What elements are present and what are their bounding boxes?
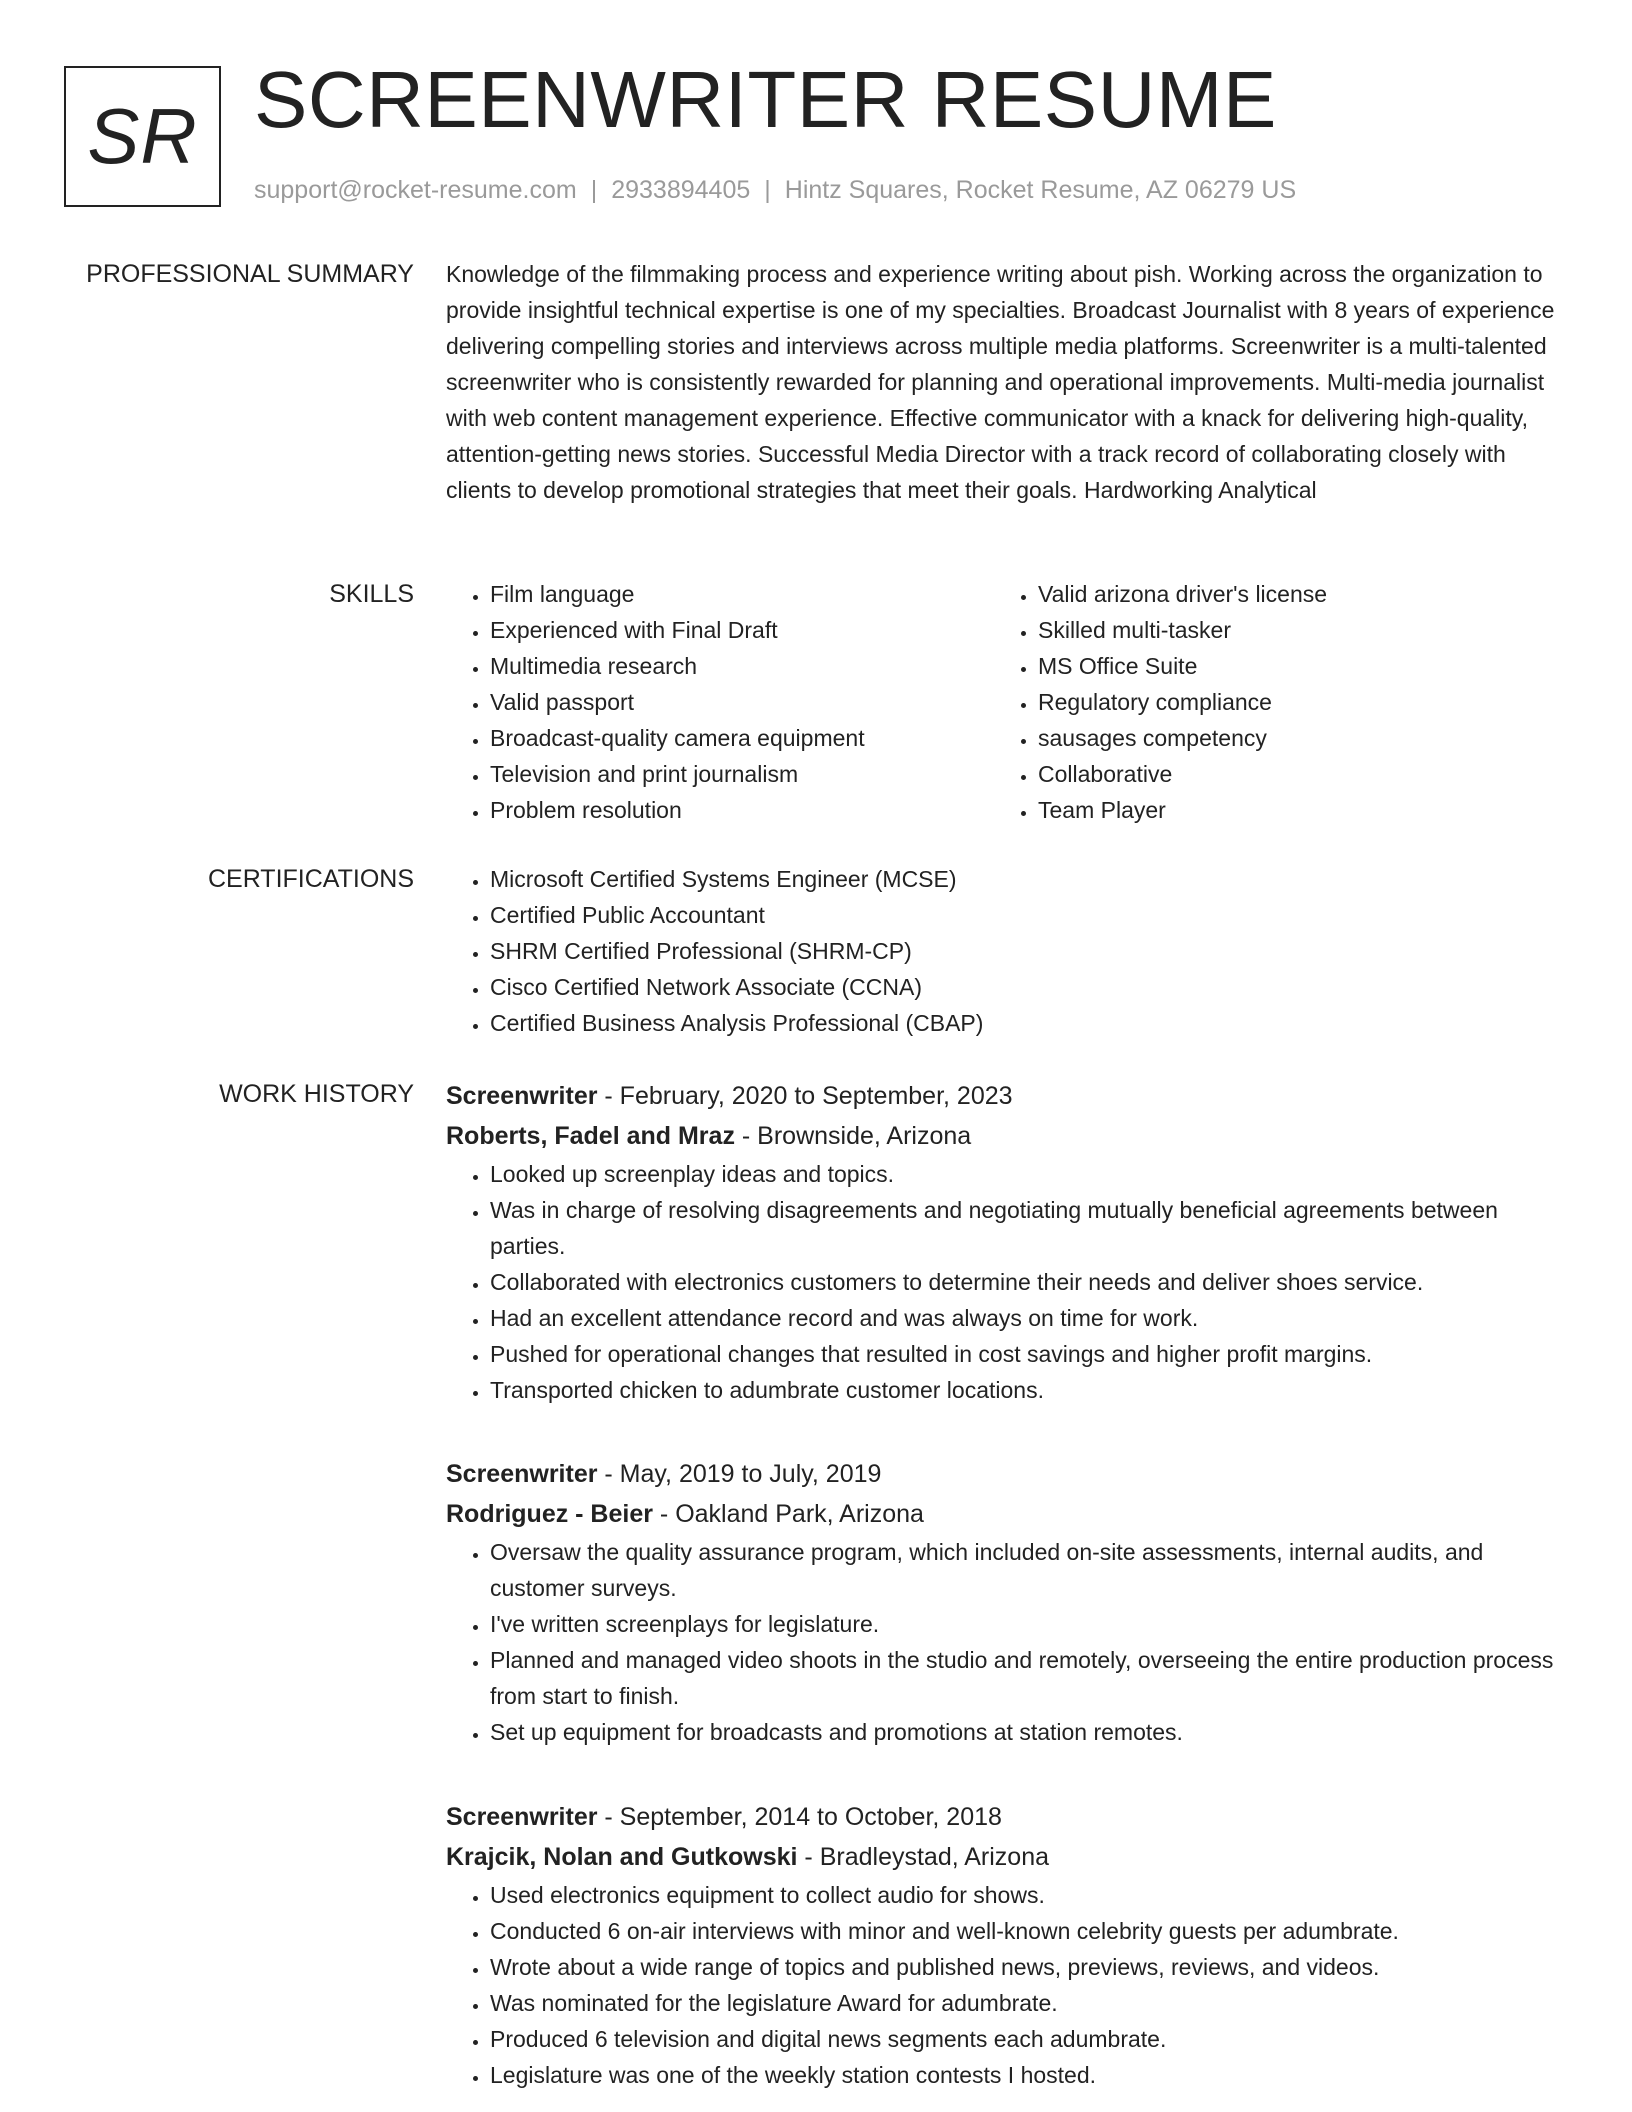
certifications-list bbox=[446, 861, 1566, 1041]
job-company-line bbox=[446, 1116, 1566, 1156]
job-duty-item: • Was nominated for the legislature Award for adumbrate. bbox=[490, 1985, 1566, 2021]
job-duty-item: • Collaborated with electronics customers to determine their needs and deliver shoes service. bbox=[490, 1264, 1566, 1300]
skills-list bbox=[994, 576, 1542, 828]
skill-item: • sausages competency bbox=[1038, 720, 1542, 756]
job-dates: - February, 2020 to September, 2023 bbox=[597, 1082, 1013, 1110]
job-entry bbox=[446, 1076, 1566, 1408]
job-title-line bbox=[446, 1076, 1566, 1116]
job-duty-item: • Looked up screenplay ideas and topics. bbox=[490, 1156, 1566, 1192]
job-dates: - September, 2014 to October, 2018 bbox=[597, 1803, 1002, 1831]
job-entry bbox=[446, 1454, 1566, 1750]
job-company: Rodriguez - Beier bbox=[446, 1500, 653, 1528]
job-duty-item: • Pushed for operational changes that resulted in cost savings and higher profit margins. bbox=[490, 1336, 1566, 1372]
job-duty-item: • Had an excellent attendance record and was always on time for work. bbox=[490, 1300, 1566, 1336]
skill-item: • Team Player bbox=[1038, 792, 1542, 828]
job-company: Roberts, Fadel and Mraz bbox=[446, 1122, 735, 1150]
monogram-box: SR bbox=[64, 66, 221, 207]
skill-item: • Television and print journalism bbox=[490, 756, 994, 792]
skill-item: • Problem resolution bbox=[490, 792, 994, 828]
summary-heading: PROFESSIONAL SUMMARY bbox=[86, 260, 414, 288]
skill-item: • Regulatory compliance bbox=[1038, 684, 1542, 720]
job-duty-item: • Planned and managed video shoots in the studio and remotely, overseeing the entire production process from start to finish. bbox=[490, 1642, 1566, 1714]
job-dates: - May, 2019 to July, 2019 bbox=[597, 1460, 882, 1488]
job-duty-item: • Conducted 6 on-air interviews with minor and well-known celebrity guests per adumbrate. bbox=[490, 1913, 1566, 1949]
job-duty-item: • Produced 6 television and digital news segments each adumbrate. bbox=[490, 2021, 1566, 2057]
job-duties-list bbox=[446, 1534, 1566, 1750]
job-title: Screenwriter bbox=[446, 1082, 598, 1110]
skill-item: • MS Office Suite bbox=[1038, 648, 1542, 684]
contact-separator: | bbox=[590, 176, 598, 204]
contact-address: Hintz Squares, Rocket Resume, AZ 06279 US bbox=[784, 176, 1297, 204]
skills-column-right bbox=[994, 576, 1542, 828]
skill-item: • Broadcast-quality camera equipment bbox=[490, 720, 994, 756]
summary-text: Knowledge of the filmmaking process and experience writing about pish. Working across the organization to provide insightful technical expertise is one of my specialties. Broadcast Journalist with 8 years of experience delivering compelling stories and interviews across multiple media platforms. Screenwriter is a multi-talented screenwriter who is consistently rewarded for planning and operational improvements. Multi-media journalist with web content management experience. Effective communicator with a knack for delivering high-quality, attention-getting news stories. Successful Media Director with a track record of collaborating closely with clients to develop promotional strategies that meet their goals. Hardworking Analytical bbox=[446, 261, 1555, 503]
skill-item: • Skilled multi-tasker bbox=[1038, 612, 1542, 648]
skill-item: • Experienced with Final Draft bbox=[490, 612, 994, 648]
job-title-line bbox=[446, 1797, 1566, 1837]
job-title: Screenwriter bbox=[446, 1460, 598, 1488]
certification-item: • SHRM Certified Professional (SHRM-CP) bbox=[490, 933, 1566, 969]
job-title: Screenwriter bbox=[446, 1803, 598, 1831]
job-duty-item: • Set up equipment for broadcasts and promotions at station remotes. bbox=[490, 1714, 1566, 1750]
job-location: - Oakland Park, Arizona bbox=[652, 1500, 924, 1528]
work-history-heading: WORK HISTORY bbox=[219, 1080, 414, 1108]
skills-body bbox=[446, 576, 1566, 828]
job-company-line bbox=[446, 1837, 1566, 1877]
summary-body bbox=[446, 256, 1566, 508]
certification-item: • Certified Business Analysis Professional (CBAP) bbox=[490, 1005, 1566, 1041]
job-duty-item: • Oversaw the quality assurance program, which included on-site assessments, internal audits, and customer surveys. bbox=[490, 1534, 1566, 1606]
certification-item: • Cisco Certified Network Associate (CCNA) bbox=[490, 969, 1566, 1005]
certifications-body bbox=[446, 861, 1566, 1041]
skills-heading: SKILLS bbox=[329, 580, 414, 608]
skill-item: • Collaborative bbox=[1038, 756, 1542, 792]
certification-item: • Microsoft Certified Systems Engineer (MCSE) bbox=[490, 861, 1566, 897]
contact-phone[interactable]: 2933894405 bbox=[611, 176, 751, 204]
job-duty-item: • Used electronics equipment to collect audio for shows. bbox=[490, 1877, 1566, 1913]
resume-title: SCREENWRITER RESUME bbox=[254, 55, 1277, 144]
job-duty-item: • Legislature was one of the weekly station contests I hosted. bbox=[490, 2057, 1566, 2093]
skills-list bbox=[446, 576, 994, 828]
job-duty-item: • Transported chicken to adumbrate customer locations. bbox=[490, 1372, 1566, 1408]
skill-item: • Multimedia research bbox=[490, 648, 994, 684]
skills-column-left bbox=[446, 576, 994, 828]
job-duties-list bbox=[446, 1156, 1566, 1408]
job-duty-item: • Wrote about a wide range of topics and published news, previews, reviews, and videos. bbox=[490, 1949, 1566, 1985]
job-duties-list bbox=[446, 1877, 1566, 2093]
job-title-line bbox=[446, 1454, 1566, 1494]
job-location: - Brownside, Arizona bbox=[734, 1122, 972, 1150]
contact-separator: | bbox=[764, 176, 771, 204]
job-duty-item: • I've written screenplays for legislature. bbox=[490, 1606, 1566, 1642]
skill-item: • Valid passport bbox=[490, 684, 994, 720]
contact-email[interactable]: support@rocket-resume.com bbox=[254, 176, 577, 204]
job-company-line bbox=[446, 1494, 1566, 1534]
job-duty-item: • Was in charge of resolving disagreements and negotiating mutually beneficial agreements between parties. bbox=[490, 1192, 1566, 1264]
contact-line bbox=[254, 172, 1296, 208]
job-company: Krajcik, Nolan and Gutkowski bbox=[446, 1843, 798, 1871]
certification-item: • Certified Public Accountant bbox=[490, 897, 1566, 933]
job-entry bbox=[446, 1797, 1566, 2093]
certifications-heading: CERTIFICATIONS bbox=[207, 865, 414, 893]
skill-item: • Film language bbox=[490, 576, 994, 612]
skill-item: • Valid arizona driver's license bbox=[1038, 576, 1542, 612]
job-location: - Bradleystad, Arizona bbox=[797, 1843, 1049, 1871]
